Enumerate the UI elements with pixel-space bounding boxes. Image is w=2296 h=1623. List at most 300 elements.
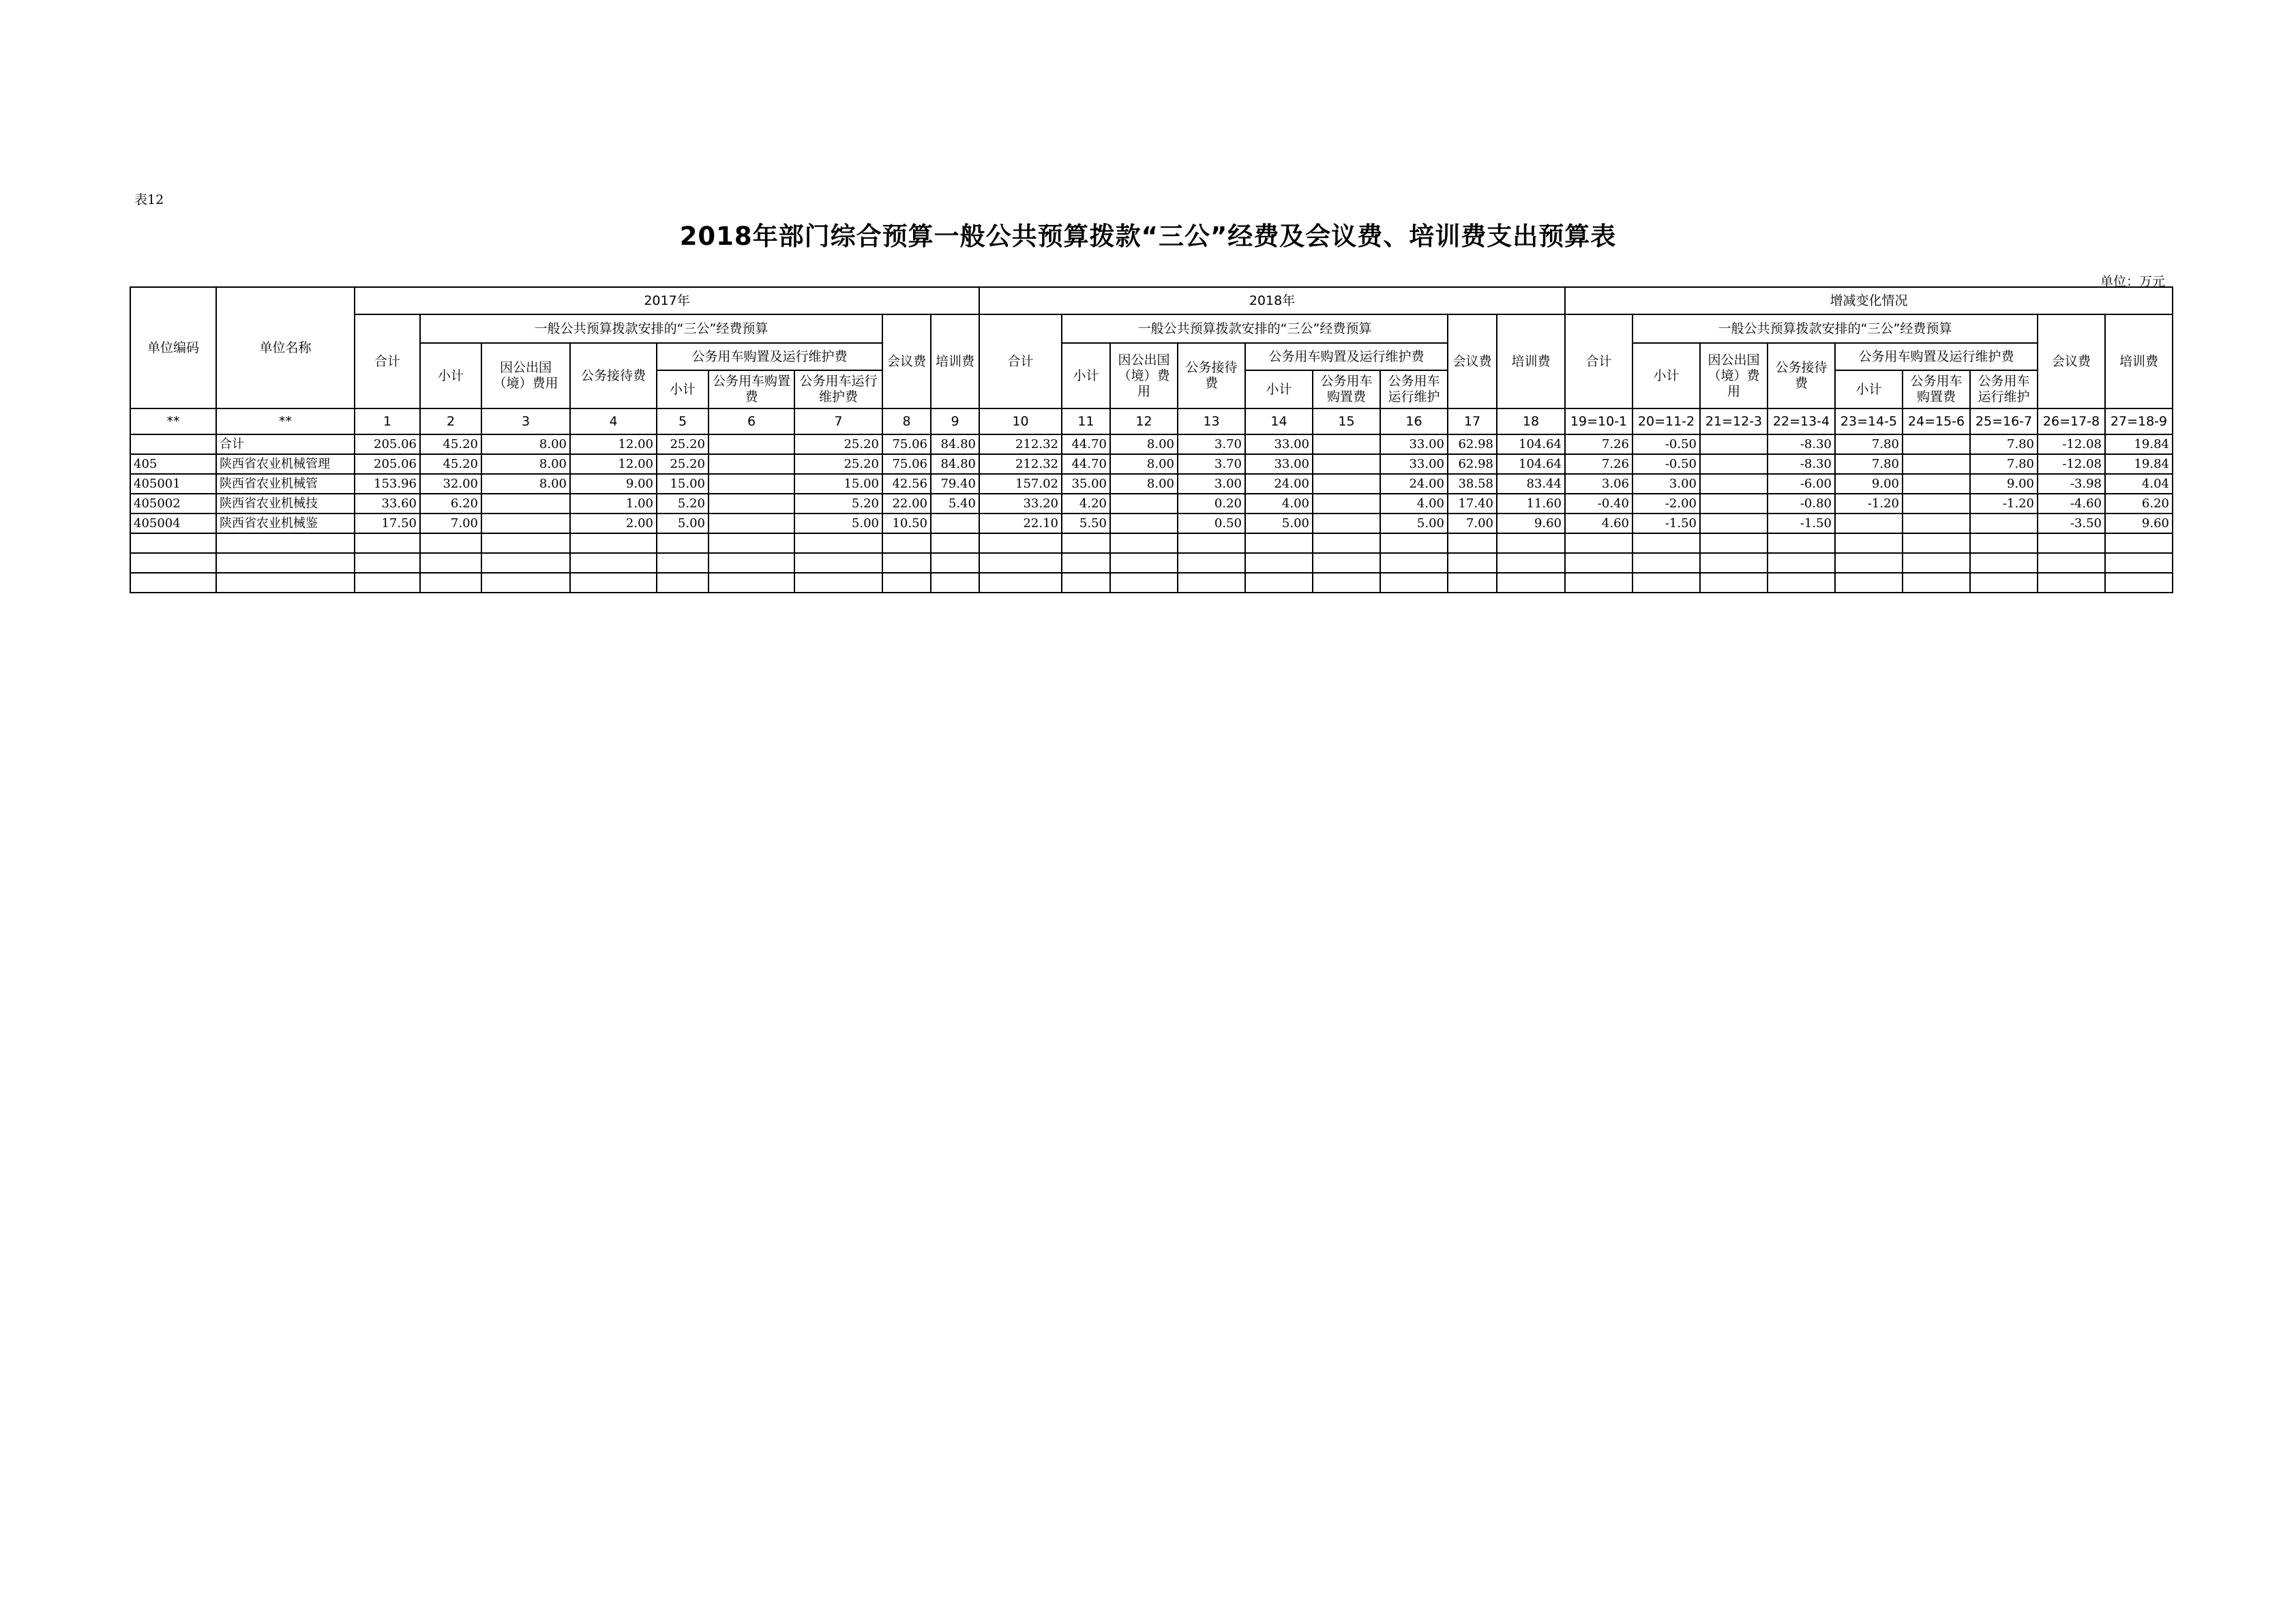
- column-number: 3: [481, 408, 570, 434]
- value-cell: -1.50: [1632, 513, 1700, 533]
- empty-cell: [931, 553, 979, 573]
- header-2018-vehicle-purchase: 公务用车购置费: [1313, 370, 1380, 408]
- header-change-reception: 公务接待费: [1768, 343, 1835, 408]
- value-cell: [1313, 494, 1380, 513]
- value-cell: 83.44: [1497, 474, 1565, 494]
- value-cell: -1.50: [1768, 513, 1835, 533]
- value-cell: 205.06: [355, 454, 420, 474]
- column-number: 20=11-2: [1632, 408, 1700, 434]
- empty-cell: [1903, 573, 1970, 593]
- empty-cell: [1903, 533, 1970, 553]
- empty-cell: [1245, 553, 1313, 573]
- empty-cell: [979, 573, 1062, 593]
- column-number: 15: [1313, 408, 1380, 434]
- value-cell: 4.00: [1245, 494, 1313, 513]
- column-number: 18: [1497, 408, 1565, 434]
- value-cell: 8.00: [481, 454, 570, 474]
- empty-cell: [1700, 573, 1768, 593]
- value-cell: 3.06: [1565, 474, 1632, 494]
- value-cell: [1903, 474, 1970, 494]
- empty-cell: [1380, 573, 1448, 593]
- empty-cell: [2105, 553, 2173, 573]
- empty-cell: [420, 573, 481, 593]
- header-change-training: 培训费: [2105, 314, 2173, 408]
- column-number: 12: [1110, 408, 1178, 434]
- value-cell: 8.00: [481, 474, 570, 494]
- value-cell: 33.00: [1380, 454, 1448, 474]
- empty-cell: [1380, 533, 1448, 553]
- header-2017-sangong: 一般公共预算拨款安排的“三公”经费预算: [420, 314, 882, 343]
- value-cell: 75.06: [882, 434, 931, 454]
- value-cell: 104.64: [1497, 454, 1565, 474]
- value-cell: 44.70: [1062, 434, 1110, 454]
- value-cell: -0.80: [1768, 494, 1835, 513]
- value-cell: -3.98: [2038, 474, 2105, 494]
- unit-name-cell: 陕西省农业机械管理: [216, 454, 355, 474]
- value-cell: 0.20: [1178, 494, 1245, 513]
- header-change-abroad: 因公出国（境）费用: [1700, 343, 1768, 408]
- value-cell: 9.60: [2105, 513, 2173, 533]
- value-cell: 33.00: [1245, 454, 1313, 474]
- empty-cell: [2038, 533, 2105, 553]
- column-number: 5: [657, 408, 709, 434]
- empty-cell: [882, 553, 931, 573]
- value-cell: [1903, 434, 1970, 454]
- column-number: 7: [794, 408, 882, 434]
- empty-cell: [1768, 553, 1835, 573]
- value-cell: 7.80: [1835, 454, 1903, 474]
- column-number: 8: [882, 408, 931, 434]
- column-number: 26=17-8: [2038, 408, 2105, 434]
- value-cell: 17.50: [355, 513, 420, 533]
- value-cell: 5.00: [1245, 513, 1313, 533]
- value-cell: -0.40: [1565, 494, 1632, 513]
- value-cell: [1313, 454, 1380, 474]
- value-cell: 38.58: [1448, 474, 1497, 494]
- value-cell: 25.20: [657, 434, 709, 454]
- value-cell: 1.00: [570, 494, 657, 513]
- empty-cell: [1062, 553, 1110, 573]
- column-number: 27=18-9: [2105, 408, 2173, 434]
- value-cell: -12.08: [2038, 434, 2105, 454]
- value-cell: 9.00: [1970, 474, 2038, 494]
- value-cell: 22.00: [882, 494, 931, 513]
- value-cell: 9.60: [1497, 513, 1565, 533]
- empty-cell: [1768, 573, 1835, 593]
- empty-cell: [420, 553, 481, 573]
- value-cell: -3.50: [2038, 513, 2105, 533]
- unit-code-cell: [130, 434, 216, 454]
- empty-cell: [1970, 553, 2038, 573]
- unit-name-cell: 陕西省农业机械管: [216, 474, 355, 494]
- value-cell: -1.20: [1970, 494, 2038, 513]
- column-number: 14: [1245, 408, 1313, 434]
- empty-cell: [1178, 553, 1245, 573]
- header-2017-vehicle-operation: 公务用车运行维护费: [794, 370, 882, 408]
- value-cell: 33.60: [355, 494, 420, 513]
- header-change-vehicle-purchase: 公务用车购置费: [1903, 370, 1970, 408]
- empty-cell: [481, 553, 570, 573]
- empty-cell: [1835, 553, 1903, 573]
- value-cell: 42.56: [882, 474, 931, 494]
- value-cell: [1313, 434, 1380, 454]
- header-2018-abroad: 因公出国（境）费用: [1110, 343, 1178, 408]
- value-cell: 10.50: [882, 513, 931, 533]
- empty-cell: [1110, 573, 1178, 593]
- value-cell: 24.00: [1380, 474, 1448, 494]
- empty-cell: [794, 553, 882, 573]
- empty-cell: [130, 533, 216, 553]
- column-number-row: [130, 408, 2173, 434]
- empty-cell: [355, 533, 420, 553]
- column-number: 1: [355, 408, 420, 434]
- value-cell: 62.98: [1448, 454, 1497, 474]
- empty-cell: [1700, 533, 1768, 553]
- empty-cell: [709, 533, 794, 553]
- value-cell: 6.20: [2105, 494, 2173, 513]
- value-cell: 8.00: [1110, 454, 1178, 474]
- empty-cell: [1448, 553, 1497, 573]
- value-cell: 25.20: [657, 454, 709, 474]
- value-cell: -4.60: [2038, 494, 2105, 513]
- header-2017-meeting: 会议费: [882, 314, 931, 408]
- value-cell: [1313, 474, 1380, 494]
- empty-cell: [1565, 533, 1632, 553]
- value-cell: 3.00: [1632, 474, 1700, 494]
- empty-cell: [1565, 553, 1632, 573]
- value-cell: 9.00: [1835, 474, 1903, 494]
- value-cell: 19.84: [2105, 434, 2173, 454]
- value-cell: 7.26: [1565, 434, 1632, 454]
- empty-cell: [979, 533, 1062, 553]
- value-cell: 7.00: [1448, 513, 1497, 533]
- value-cell: [1110, 494, 1178, 513]
- value-cell: [709, 513, 794, 533]
- value-cell: [1313, 513, 1380, 533]
- empty-cell: [1497, 553, 1565, 573]
- value-cell: [1700, 494, 1768, 513]
- header-2018-vehicle-operation: 公务用车运行维护: [1380, 370, 1448, 408]
- empty-row: [130, 553, 2173, 573]
- column-number: **: [216, 408, 355, 434]
- header-change-meeting: 会议费: [2038, 314, 2105, 408]
- value-cell: 44.70: [1062, 454, 1110, 474]
- unit-code-cell: 405002: [130, 494, 216, 513]
- value-cell: [709, 434, 794, 454]
- header-2017-reception: 公务接待费: [570, 343, 657, 408]
- value-cell: 8.00: [1110, 474, 1178, 494]
- value-cell: -1.20: [1835, 494, 1903, 513]
- empty-cell: [1313, 573, 1380, 593]
- table-row: [130, 513, 2173, 533]
- value-cell: 35.00: [1062, 474, 1110, 494]
- empty-cell: [794, 533, 882, 553]
- header-change-total: 合计: [1565, 314, 1632, 408]
- header-change-vehicle-subtotal: 小计: [1835, 370, 1903, 408]
- column-number: **: [130, 408, 216, 434]
- value-cell: 33.20: [979, 494, 1062, 513]
- empty-cell: [130, 573, 216, 593]
- empty-cell: [1497, 573, 1565, 593]
- document-title: 2018年部门综合预算一般公共预算拨款“三公”经费及会议费、培训费支出预算表: [679, 222, 1617, 251]
- empty-cell: [355, 573, 420, 593]
- value-cell: 62.98: [1448, 434, 1497, 454]
- empty-row: [130, 533, 2173, 553]
- empty-cell: [1313, 533, 1380, 553]
- header-2017-training: 培训费: [931, 314, 979, 408]
- header-2017-vehicle: 公务用车购置及运行维护费: [657, 343, 882, 370]
- empty-cell: [657, 573, 709, 593]
- unit-name-cell: 陕西省农业机械鉴: [216, 513, 355, 533]
- value-cell: [1700, 474, 1768, 494]
- empty-cell: [1245, 533, 1313, 553]
- header-2018-vehicle: 公务用车购置及运行维护费: [1245, 343, 1448, 370]
- value-cell: 7.80: [1970, 454, 2038, 474]
- column-number: 25=16-7: [1970, 408, 2038, 434]
- value-cell: 75.06: [882, 454, 931, 474]
- empty-cell: [1835, 573, 1903, 593]
- unit-label: 单位：万元: [2100, 274, 2165, 289]
- value-cell: [1700, 434, 1768, 454]
- value-cell: 5.20: [794, 494, 882, 513]
- column-number: 9: [931, 408, 979, 434]
- header-change-vehicle-operation: 公务用车运行维护: [1970, 370, 2038, 408]
- header-2017-abroad: 因公出国（境）费用: [481, 343, 570, 408]
- value-cell: [1835, 513, 1903, 533]
- value-cell: 205.06: [355, 434, 420, 454]
- value-cell: 15.00: [657, 474, 709, 494]
- value-cell: [931, 513, 979, 533]
- empty-cell: [216, 573, 355, 593]
- empty-cell: [1178, 573, 1245, 593]
- column-number: 6: [709, 408, 794, 434]
- table-row: [130, 434, 2173, 454]
- empty-cell: [130, 553, 216, 573]
- empty-cell: [794, 573, 882, 593]
- value-cell: [481, 494, 570, 513]
- column-number: 16: [1380, 408, 1448, 434]
- value-cell: 9.00: [570, 474, 657, 494]
- value-cell: 2.00: [570, 513, 657, 533]
- header-2017-vehicle-purchase: 公务用车购置费: [709, 370, 794, 408]
- value-cell: 157.02: [979, 474, 1062, 494]
- budget-table: [130, 286, 2173, 593]
- value-cell: -6.00: [1768, 474, 1835, 494]
- unit-code-cell: 405001: [130, 474, 216, 494]
- column-number: 17: [1448, 408, 1497, 434]
- empty-cell: [570, 573, 657, 593]
- empty-cell: [355, 553, 420, 573]
- header-2018-training: 培训费: [1497, 314, 1565, 408]
- table-number: 表12: [134, 192, 164, 207]
- header-change-subtotal: 小计: [1632, 343, 1700, 408]
- value-cell: 7.80: [1835, 434, 1903, 454]
- empty-cell: [1768, 533, 1835, 553]
- value-cell: [1903, 454, 1970, 474]
- unit-code-cell: 405: [130, 454, 216, 474]
- value-cell: 22.10: [979, 513, 1062, 533]
- value-cell: 4.60: [1565, 513, 1632, 533]
- table-row: [130, 454, 2173, 474]
- value-cell: -0.50: [1632, 454, 1700, 474]
- empty-cell: [1565, 573, 1632, 593]
- empty-cell: [1700, 553, 1768, 573]
- value-cell: 4.20: [1062, 494, 1110, 513]
- header-2018-sangong: 一般公共预算拨款安排的“三公”经费预算: [1062, 314, 1448, 343]
- value-cell: [1700, 513, 1768, 533]
- column-number: 24=15-6: [1903, 408, 1970, 434]
- value-cell: 24.00: [1245, 474, 1313, 494]
- value-cell: -8.30: [1768, 454, 1835, 474]
- value-cell: 19.84: [2105, 454, 2173, 474]
- column-number: 22=13-4: [1768, 408, 1835, 434]
- value-cell: 5.40: [931, 494, 979, 513]
- value-cell: [709, 474, 794, 494]
- empty-row: [130, 573, 2173, 593]
- empty-cell: [2038, 573, 2105, 593]
- empty-cell: [1448, 533, 1497, 553]
- header-2018-meeting: 会议费: [1448, 314, 1497, 408]
- value-cell: [709, 494, 794, 513]
- empty-cell: [1110, 553, 1178, 573]
- empty-cell: [1062, 533, 1110, 553]
- value-cell: [709, 454, 794, 474]
- empty-cell: [1448, 573, 1497, 593]
- header-2018-total: 合计: [979, 314, 1062, 408]
- column-number: 23=14-5: [1835, 408, 1903, 434]
- unit-name-cell: 陕西省农业机械技: [216, 494, 355, 513]
- empty-cell: [1632, 553, 1700, 573]
- header-2018-subtotal: 小计: [1062, 343, 1110, 408]
- value-cell: 212.32: [979, 434, 1062, 454]
- empty-cell: [931, 573, 979, 593]
- value-cell: 7.00: [420, 513, 481, 533]
- empty-cell: [216, 553, 355, 573]
- value-cell: 3.70: [1178, 454, 1245, 474]
- value-cell: [481, 513, 570, 533]
- column-number: 21=12-3: [1700, 408, 1768, 434]
- value-cell: 32.00: [420, 474, 481, 494]
- value-cell: -0.50: [1632, 434, 1700, 454]
- value-cell: 153.96: [355, 474, 420, 494]
- value-cell: 5.00: [794, 513, 882, 533]
- value-cell: 4.04: [2105, 474, 2173, 494]
- value-cell: 5.00: [1380, 513, 1448, 533]
- empty-cell: [1062, 573, 1110, 593]
- header-2018-vehicle-subtotal: 小计: [1245, 370, 1313, 408]
- empty-cell: [2105, 533, 2173, 553]
- empty-cell: [709, 553, 794, 573]
- empty-cell: [570, 553, 657, 573]
- value-cell: 11.60: [1497, 494, 1565, 513]
- value-cell: 33.00: [1245, 434, 1313, 454]
- empty-cell: [1178, 533, 1245, 553]
- value-cell: 5.00: [657, 513, 709, 533]
- header-year-2017: 2017年: [355, 287, 979, 314]
- empty-cell: [709, 573, 794, 593]
- value-cell: [1903, 494, 1970, 513]
- table-row: [130, 474, 2173, 494]
- value-cell: 212.32: [979, 454, 1062, 474]
- column-number: 11: [1062, 408, 1110, 434]
- value-cell: 8.00: [1110, 434, 1178, 454]
- header-2018-reception: 公务接待费: [1178, 343, 1245, 408]
- empty-cell: [481, 533, 570, 553]
- empty-cell: [2038, 553, 2105, 573]
- column-number: 19=10-1: [1565, 408, 1632, 434]
- value-cell: 15.00: [794, 474, 882, 494]
- value-cell: 0.50: [1178, 513, 1245, 533]
- header-2017-subtotal: 小计: [420, 343, 481, 408]
- header-2017-vehicle-subtotal: 小计: [657, 370, 709, 408]
- value-cell: 104.64: [1497, 434, 1565, 454]
- empty-cell: [1903, 553, 1970, 573]
- header-unit-name: 单位名称: [216, 287, 355, 408]
- empty-cell: [1497, 533, 1565, 553]
- value-cell: [1700, 454, 1768, 474]
- empty-cell: [1632, 573, 1700, 593]
- value-cell: 12.00: [570, 434, 657, 454]
- value-cell: 12.00: [570, 454, 657, 474]
- header-unit-code: 单位编码: [130, 287, 216, 408]
- header-change-sangong: 一般公共预算拨款安排的“三公”经费预算: [1632, 314, 2038, 343]
- value-cell: 7.26: [1565, 454, 1632, 474]
- value-cell: 33.00: [1380, 434, 1448, 454]
- unit-code-cell: 405004: [130, 513, 216, 533]
- value-cell: 84.80: [931, 454, 979, 474]
- header-change: 增减变化情况: [1565, 287, 2173, 314]
- empty-cell: [882, 533, 931, 553]
- value-cell: -12.08: [2038, 454, 2105, 474]
- column-number: 2: [420, 408, 481, 434]
- value-cell: 8.00: [481, 434, 570, 454]
- column-number: 13: [1178, 408, 1245, 434]
- value-cell: 5.20: [657, 494, 709, 513]
- value-cell: [1110, 513, 1178, 533]
- header-change-vehicle: 公务用车购置及运行维护费: [1835, 343, 2038, 370]
- empty-cell: [657, 553, 709, 573]
- column-number: 4: [570, 408, 657, 434]
- empty-cell: [420, 533, 481, 553]
- value-cell: -2.00: [1632, 494, 1700, 513]
- empty-cell: [657, 533, 709, 553]
- value-cell: 3.00: [1178, 474, 1245, 494]
- unit-name-cell: 合计: [216, 434, 355, 454]
- value-cell: 45.20: [420, 434, 481, 454]
- column-number: 10: [979, 408, 1062, 434]
- empty-cell: [570, 533, 657, 553]
- empty-cell: [931, 533, 979, 553]
- empty-cell: [2105, 573, 2173, 593]
- empty-cell: [216, 533, 355, 553]
- value-cell: 17.40: [1448, 494, 1497, 513]
- empty-cell: [979, 553, 1062, 573]
- value-cell: 25.20: [794, 434, 882, 454]
- empty-cell: [882, 573, 931, 593]
- header-year-2018: 2018年: [979, 287, 1565, 314]
- value-cell: 4.00: [1380, 494, 1448, 513]
- value-cell: 25.20: [794, 454, 882, 474]
- value-cell: 84.80: [931, 434, 979, 454]
- empty-cell: [1835, 533, 1903, 553]
- value-cell: 7.80: [1970, 434, 2038, 454]
- value-cell: 6.20: [420, 494, 481, 513]
- value-cell: -8.30: [1768, 434, 1835, 454]
- value-cell: 45.20: [420, 454, 481, 474]
- value-cell: 3.70: [1178, 434, 1245, 454]
- header-2017-total: 合计: [355, 314, 420, 408]
- value-cell: [1970, 513, 2038, 533]
